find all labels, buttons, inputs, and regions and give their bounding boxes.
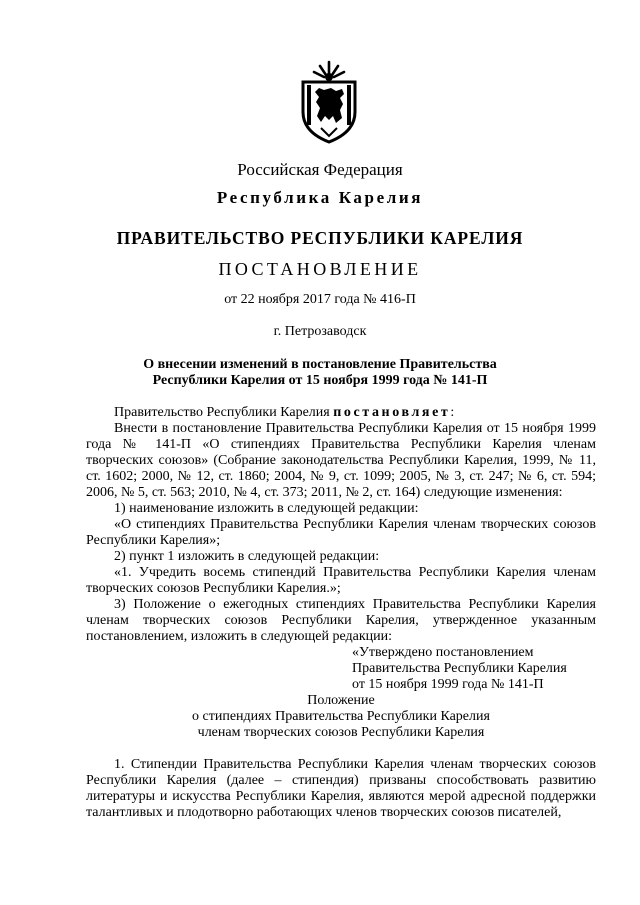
body-paragraph: 2) пункт 1 изложить в следующей редакции: (114, 549, 380, 564)
republic-name: Республика Карелия (216, 188, 424, 207)
body-paragraph: 1. Стипендии Правительства Республики Карелия членам творческих союзов Республики Карелия (далее – стипендия) призваны способствовать развитию литературы и искусства Республики Карелия, являются мерой адресной поддержки талантливых и плодотворно работающих членов творческих союзов писателей, (86, 757, 596, 820)
government-title: ПРАВИТЕЛЬСТВО РЕСПУБЛИКИ КАРЕЛИЯ (116, 228, 524, 248)
body-paragraph: «1. Учредить восемь стипендий Правительства Республики Карелия членам творческих союзов Республики Карелия.»; (86, 565, 596, 596)
body-paragraph: 1) наименование изложить в следующей редакции: (114, 501, 419, 516)
decree-word: постановляет (333, 405, 451, 420)
preamble-colon: : (450, 405, 455, 420)
preamble (86, 405, 596, 421)
karelia-coat-of-arms-icon (296, 60, 362, 144)
approval-line: от 15 ноября 1999 года № 141-П (352, 677, 544, 692)
body-paragraph: «О стипендиях Правительства Республики Карелия членам творческих союзов Республики Карелия»; (86, 517, 596, 548)
document-date-number: от 22 ноября 2017 года № 416-П (224, 292, 416, 307)
document-body (86, 405, 596, 821)
body-paragraph: 3) Положение о ежегодных стипендиях Правительства Республики Карелия членам творческих союзов Республики Карелия, утвержденное указанным постановлением, изложить в следующей редакции: (86, 597, 596, 644)
regulation-title-line: Положение (307, 693, 375, 708)
regulation-title-line: о стипендиях Правительства Республики Карелия (192, 709, 490, 724)
subject-line: О внесении изменений в постановление Правительства (143, 357, 497, 372)
preamble-text: Правительство Республики Карелия (114, 405, 334, 420)
country-name: Российская Федерация (237, 160, 403, 179)
regulation-title-line: членам творческих союзов Республики Карелия (197, 725, 485, 740)
document-subject (0, 357, 640, 389)
document-city: г. Петрозаводск (273, 324, 367, 339)
approval-line: Правительства Республики Карелия (352, 661, 567, 676)
spacer (86, 741, 596, 757)
approval-line: «Утверждено постановлением (352, 645, 534, 660)
document-type: ПОСТАНОВЛЕНИЕ (218, 259, 422, 279)
body-paragraph: Внести в постановление Правительства Республики Карелия от 15 ноября 1999 года № 141-П «О стипендиях Правительства Республики Карелия членам творческих союзов» (Собрание законодательства Республики Карелия, 1999, № 11, ст. 1602; 2000, № 12, ст. 1860; 2004, № 9, ст. 1099; 2005, № 3, ст. 247; № 6, ст. 594; 2006, № 5, ст. 563; 2010, № 4, ст. 373; 2011, № 2, ст. 164) следующие изменения: (86, 421, 596, 500)
subject-line: Республики Карелия от 15 ноября 1999 года № 141-П (152, 373, 488, 388)
